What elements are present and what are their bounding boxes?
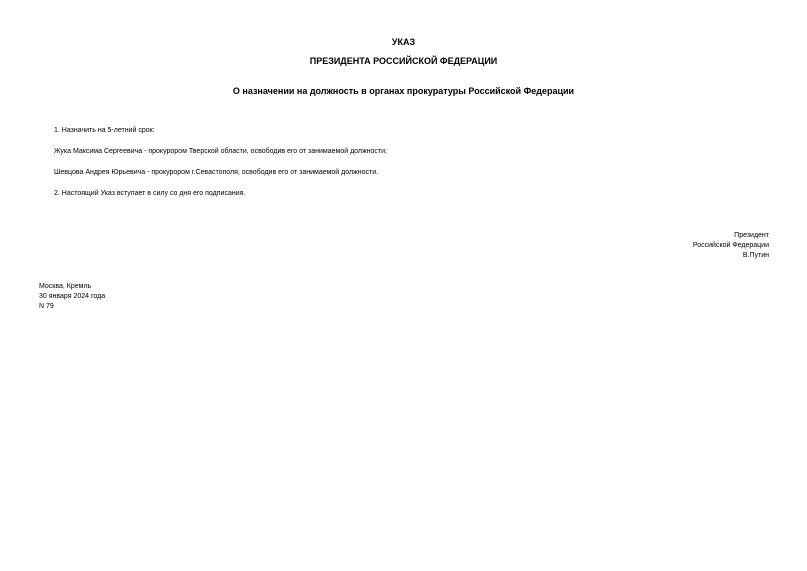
paragraph-appointee-1: Жука Максима Сергеевича - прокурором Тверской области, освободив его от занимаемой должности; bbox=[54, 148, 387, 155]
document-subject: О назначении на должность в органах прокуратуры Российской Федерации bbox=[232, 86, 575, 96]
decree-number: N 79 bbox=[39, 303, 54, 310]
paragraph-item-2: 2. Настоящий Указ вступает в силу со дня его подписания. bbox=[54, 190, 246, 197]
document-issuer: ПРЕЗИДЕНТА РОССИЙСКОЙ ФЕДЕРАЦИИ bbox=[309, 56, 498, 66]
signing-date: 30 января 2024 года bbox=[39, 293, 106, 300]
signature-name: В.Путин bbox=[742, 252, 769, 259]
signing-place: Москва, Кремль bbox=[39, 283, 92, 290]
paragraph-item-1: 1. Назначить на 5-летний срок: bbox=[54, 127, 155, 134]
signature-title-line-2: Российской Федерации bbox=[692, 242, 769, 249]
signature-title-line-1: Президент bbox=[734, 232, 769, 239]
paragraph-appointee-2: Шевцова Андрея Юрьевича - прокурором г.Севастополя, освободив его от занимаемой должности. bbox=[54, 169, 379, 176]
document-title: УКАЗ bbox=[391, 37, 416, 47]
